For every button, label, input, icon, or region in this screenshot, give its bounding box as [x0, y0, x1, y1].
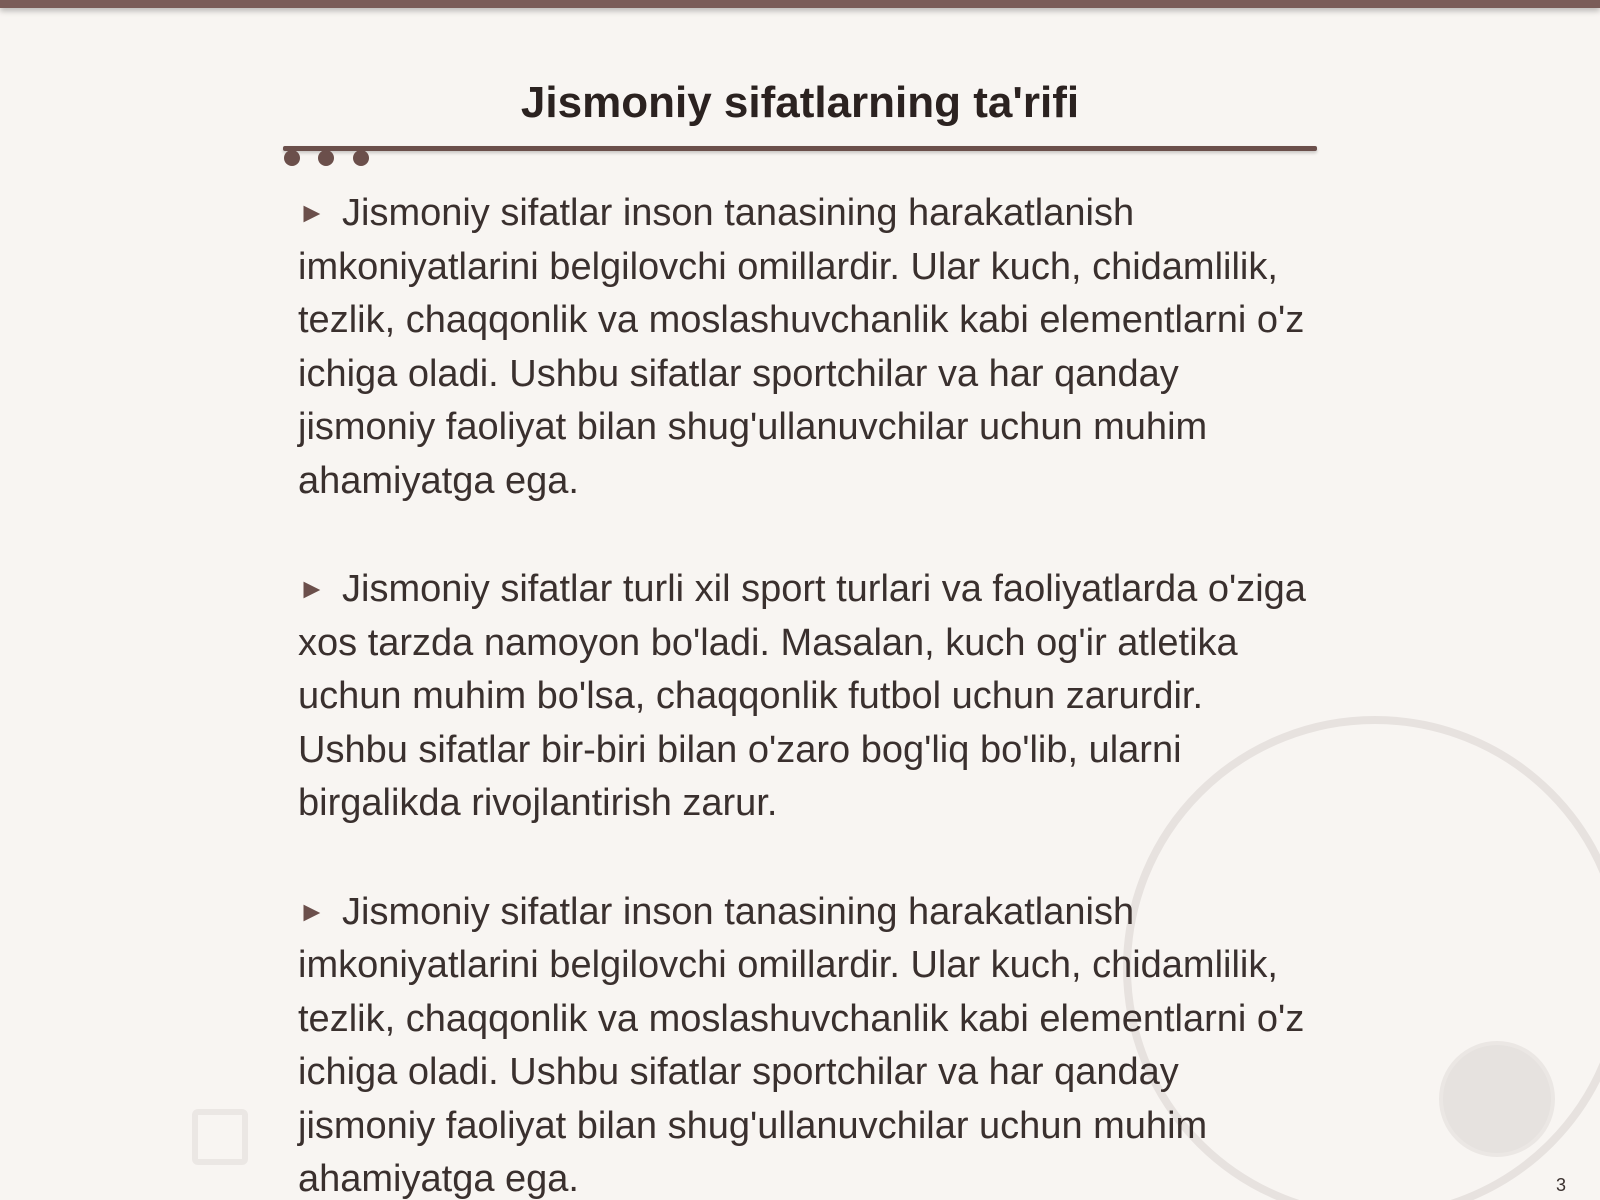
page-number: 3 [1555, 1175, 1566, 1195]
underline-dot-1 [284, 150, 300, 166]
slide-body [298, 186, 1318, 1200]
paragraph-text-1: Jismoniy sifatlar inson tanasining harakatlanish imkoniyatlarini belgilovchi omillardir. Ular kuch, chidamlilik, tezlik, chaqqonlik va moslashuvchanlik kabi elementlarni o'z ichiga oladi. Ushbu sifatlar sportchilar va har qanday jismoniy faoliyat bilan shug'ullanuvchilar uchun muhim ahamiyatga ega. [298, 192, 1305, 502]
bullet-paragraph-3 [298, 885, 1318, 1200]
small-circle-decor [1441, 1043, 1553, 1155]
bullet-paragraph-2 [298, 562, 1318, 831]
underline-dot-2 [318, 150, 334, 166]
underline-dot-3 [353, 150, 369, 166]
paragraph-text-3: Jismoniy sifatlar inson tanasining harakatlanish imkoniyatlarini belgilovchi omillardir. Ular kuch, chidamlilik, tezlik, chaqqonlik va moslashuvchanlik kabi elementlarni o'z ichiga oladi. Ushbu sifatlar sportchilar va har qanday jismoniy faoliyat bilan shug'ullanuvchilar uchun muhim ahamiyatga ega. [298, 890, 1305, 1200]
triangle-bullet-icon: ► [298, 573, 326, 604]
square-outline-decor [195, 1112, 245, 1162]
top-accent-bar [0, 0, 1600, 8]
title-underline [283, 146, 1317, 151]
slide-title: Jismoniy sifatlarning ta'rifi [520, 78, 1080, 127]
bullet-paragraph-1 [298, 186, 1318, 508]
triangle-bullet-icon: ► [298, 895, 326, 927]
triangle-bullet-icon: ► [298, 197, 326, 228]
paragraph-text-2: Jismoniy sifatlar turli xil sport turlari va faoliyatlarda o'ziga xos tarzda namoyon bo'ladi. Masalan, kuch og'ir atletika uchun muhim bo'lsa, chaqqonlik futbol uchun zarurdir. Ushbu sifatlar bir-biri bilan o'zaro bog'liq bo'lib, ularni birgalikda rivojlantirish zarur. [298, 568, 1306, 824]
